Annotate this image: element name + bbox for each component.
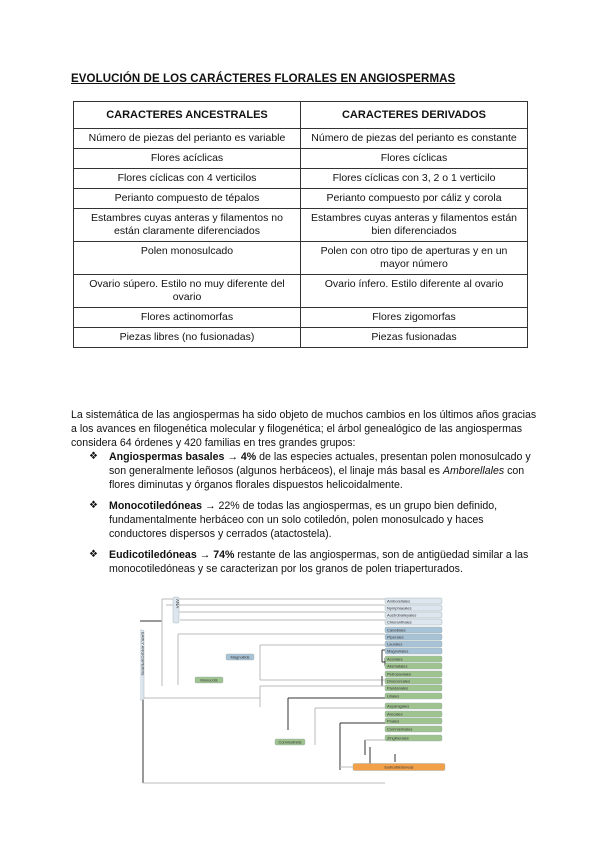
leaf-label: Chloranthales: [387, 619, 412, 625]
header-derived: CARACTERES DERIVADOS: [301, 102, 528, 129]
leaf-label: Amborellales: [387, 598, 411, 604]
table-row: [74, 129, 528, 149]
phylogenetic-tree: [140, 590, 460, 790]
group-text: de todas las angiospermas, es un grupo bien definido, fundamentalmente herbáceo con un solo cotiledón, polen monosulcado y haces conductores dispersos y cerrados (atactostela).: [109, 500, 498, 540]
leaf-label: Canellales: [387, 627, 406, 633]
leaf-label: Liliales: [387, 693, 400, 699]
cell-ancestral: Perianto compuesto de tépalos: [74, 189, 301, 209]
table-row: [74, 169, 528, 189]
group-name: Monocotiledóneas: [109, 500, 202, 512]
group-name: Eudicotiledóneas: [109, 549, 197, 561]
diamond-bullet-icon: ❖: [89, 549, 98, 560]
group-item-basales: [89, 450, 541, 492]
leaf-label: Nymphaeales: [387, 605, 412, 611]
arrow: →: [199, 549, 211, 561]
group-name: Angiospermas basales: [109, 451, 225, 463]
leaf-label: Zingiberales: [387, 735, 409, 741]
group-item-eudicot: [89, 548, 541, 576]
magnoliids-label: Magnoliids: [230, 654, 250, 660]
group-italic: Amborellales: [442, 465, 505, 477]
early-angiosperms-label: EARLY ANGIOSPERMS: [140, 632, 146, 676]
cell-derived: Estambres cuyas anteras y filamentos están bien diferenciados: [301, 209, 528, 242]
groups-list: [89, 450, 541, 583]
table-row: [74, 275, 528, 308]
cell-ancestral: Piezas libres (no fusionadas): [74, 328, 301, 348]
group-text-end: con flores diminutas y órganos florales dispuestos helicoidalmente.: [109, 465, 525, 491]
table-row: [74, 328, 528, 348]
leaf-label: Petrosaviales: [387, 671, 412, 677]
cell-derived: Ovario ínfero. Estilo diferente al ovario: [301, 275, 528, 308]
leaf-label: Laurales: [387, 641, 403, 647]
ana-label: ANA: [175, 599, 180, 609]
cell-ancestral: Flores cíclicas con 4 verticilos: [74, 169, 301, 189]
group-text: restante de las angiospermas, son de antigüedad similar a las monocotiledóneas y se caracterizan por los granos de polen triaperturados.: [109, 549, 529, 575]
cell-ancestral: Flores actinomorfas: [74, 308, 301, 328]
leaf-label: Arecales: [387, 711, 403, 717]
leaf-label: Asparagales: [387, 703, 410, 709]
table-row: [74, 308, 528, 328]
cell-derived: Número de piezas del perianto es constante: [301, 129, 528, 149]
commelinids-label: Commelinids: [278, 739, 302, 745]
cell-derived: Polen con otro tipo de aperturas y en un mayor número: [301, 242, 528, 275]
cell-derived: Flores cíclicas con 3, 2 o 1 verticilo: [301, 169, 528, 189]
leaf-label: Pandanales: [387, 685, 409, 691]
group-item-monocot: [89, 499, 541, 541]
monocots-label: Monocots: [200, 677, 218, 683]
leaf-label: Poales: [387, 718, 400, 724]
table-row: [74, 242, 528, 275]
header-ancestral: CARACTERES ANCESTRALES: [74, 102, 301, 129]
page-title: EVOLUCIÓN DE LOS CARÁCTERES FLORALES EN ANGIOSPERMAS: [71, 73, 456, 85]
arrow: →: [227, 451, 238, 463]
group-text: de las especies actuales, presentan polen monosulcado y son generalmente leñosos (algunos herbáceos), el linaje más basal es: [109, 451, 531, 477]
arrow: →: [204, 500, 216, 512]
table-row: [74, 189, 528, 209]
intro-paragraph: La sistemática de las angiospermas ha sido objeto de muchos cambios en los últimos años gracias a los avances en filogenética molecular y filogenética; el árbol genealógico de las angiospermas considera 64 órdenes y 420 familias en tres grandes grupos:: [71, 409, 537, 449]
group-percent: 4%: [240, 451, 257, 463]
cell-derived: Flores zigomorfas: [301, 308, 528, 328]
diamond-bullet-icon: ❖: [89, 500, 98, 511]
table-row: [74, 209, 528, 242]
cell-ancestral: Número de piezas del perianto es variable: [74, 129, 301, 149]
leaf-label: Dioscoreales: [387, 678, 411, 684]
leaf-label: Commelinales: [387, 726, 413, 732]
leaf-label: Eudicotiledóneas: [384, 765, 414, 770]
cell-derived: Piezas fusionadas: [301, 328, 528, 348]
leaf-label: Magnoliales: [387, 648, 409, 654]
table-header-row: [74, 102, 528, 129]
leaf-label: Austrobaileyales: [387, 612, 417, 618]
cell-ancestral: Flores acíclicas: [74, 149, 301, 169]
group-percent: 22%: [218, 500, 240, 512]
table-row: [74, 149, 528, 169]
leaf-label: Alismatales: [387, 663, 408, 669]
cell-derived: Flores cíclicas: [301, 149, 528, 169]
leaf-label: Piperales: [387, 634, 404, 640]
cell-ancestral: Ovario súpero. Estilo no muy diferente del ovario: [74, 275, 301, 308]
characters-table: [73, 101, 528, 348]
diamond-bullet-icon: ❖: [89, 451, 98, 462]
group-percent: 74%: [213, 549, 235, 561]
cell-ancestral: Estambres cuyas anteras y filamentos no están claramente diferenciados: [74, 209, 301, 242]
leaf-label: Acorales: [387, 656, 403, 662]
cell-ancestral: Polen monosulcado: [74, 242, 301, 275]
cell-derived: Perianto compuesto por cáliz y corola: [301, 189, 528, 209]
